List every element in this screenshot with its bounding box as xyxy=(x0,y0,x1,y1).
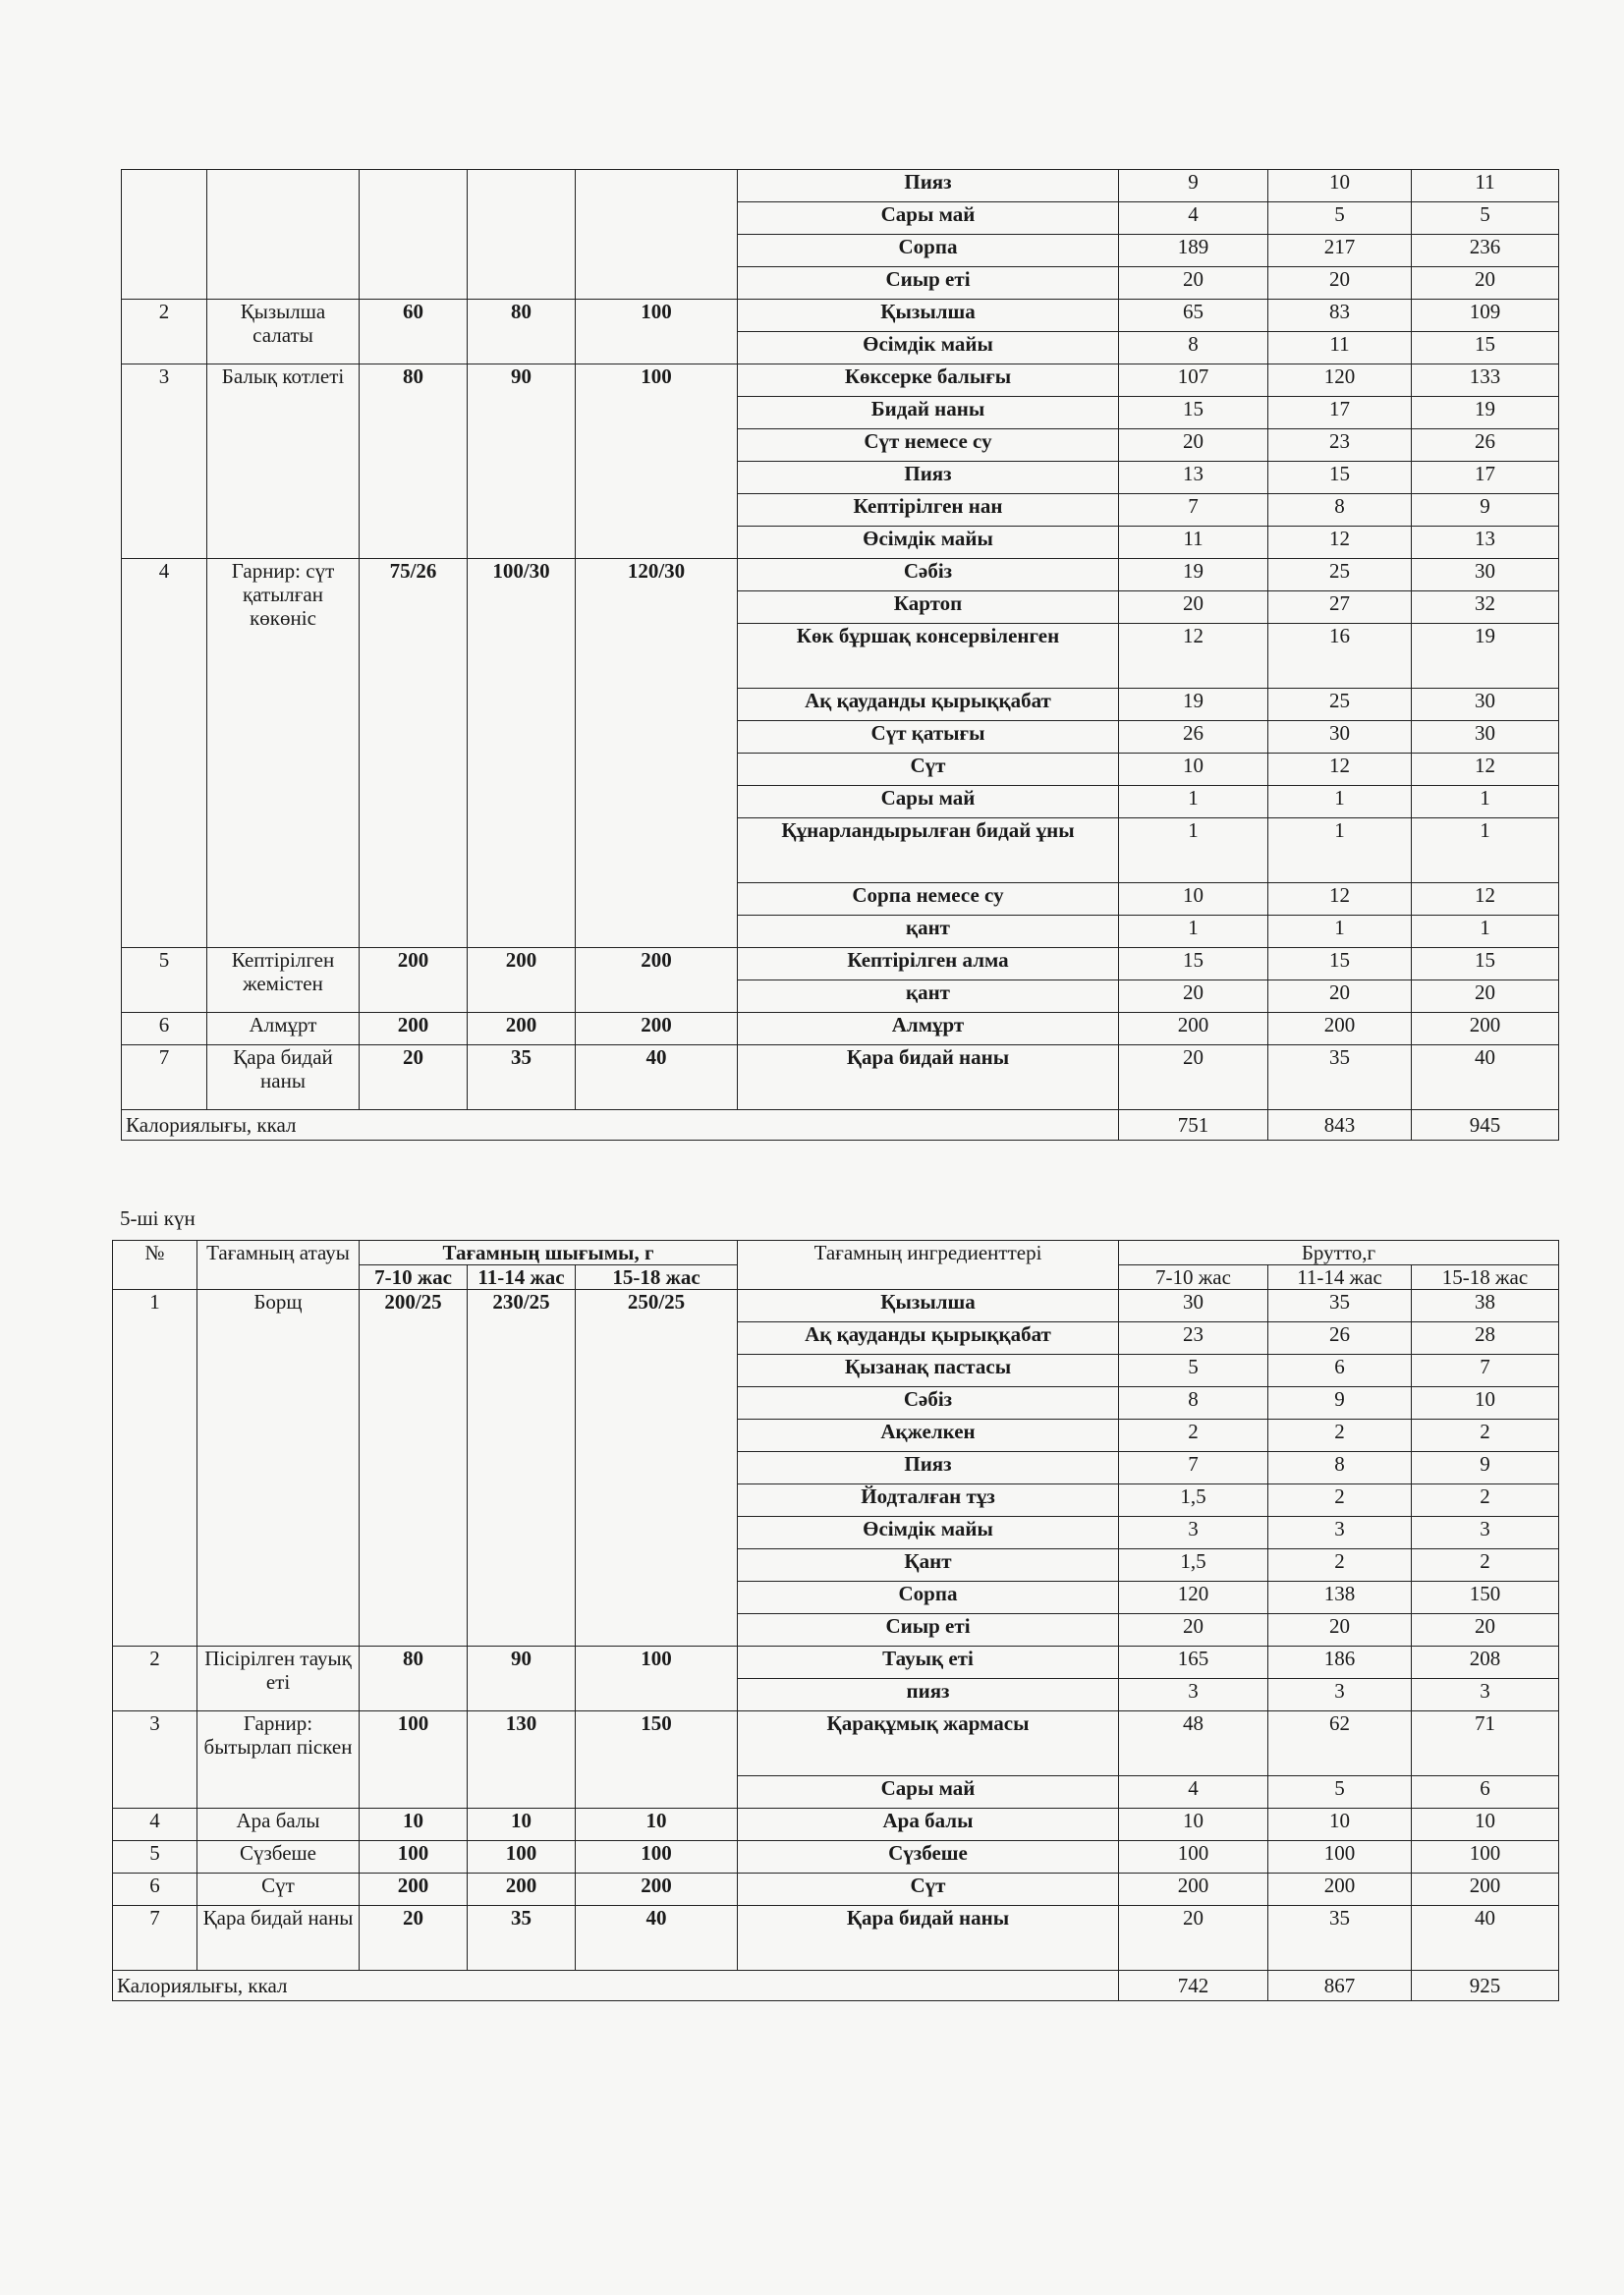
brutto-7-10: 4 xyxy=(1119,202,1268,235)
brutto-7-10: 1 xyxy=(1119,818,1268,883)
ingredient-name: пияз xyxy=(738,1679,1119,1711)
brutto-15-18: 11 xyxy=(1412,170,1559,202)
ingredient-name: Ақ қауданды қырыққабат xyxy=(738,689,1119,721)
brutto-11-14: 2 xyxy=(1268,1484,1412,1517)
brutto-15-18: 100 xyxy=(1412,1841,1559,1874)
ingredient-name: Сорпа xyxy=(738,1582,1119,1614)
brutto-15-18: 28 xyxy=(1412,1322,1559,1355)
brutto-15-18: 17 xyxy=(1412,462,1559,494)
brutto-7-10: 1,5 xyxy=(1119,1549,1268,1582)
ingredient-name: Сары май xyxy=(738,786,1119,818)
brutto-15-18: 150 xyxy=(1412,1582,1559,1614)
table-row xyxy=(122,1045,1559,1110)
brutto-7-10: 165 xyxy=(1119,1647,1268,1679)
header-brutto-15-18: 15-18 жас xyxy=(1412,1265,1559,1290)
brutto-11-14: 8 xyxy=(1268,494,1412,527)
dish-name: Ара балы xyxy=(197,1809,360,1841)
brutto-11-14: 12 xyxy=(1268,883,1412,916)
yield-15-18: 250/25 xyxy=(576,1290,738,1647)
ingredient-name: Қара бидай наны xyxy=(738,1045,1119,1110)
yield-7-10: 100 xyxy=(360,1841,468,1874)
ingredient-name: Сүт xyxy=(738,1874,1119,1906)
brutto-7-10: 3 xyxy=(1119,1517,1268,1549)
brutto-7-10: 12 xyxy=(1119,624,1268,689)
yield-11-14: 130 xyxy=(468,1711,576,1809)
brutto-7-10: 15 xyxy=(1119,397,1268,429)
brutto-11-14: 217 xyxy=(1268,235,1412,267)
brutto-15-18: 10 xyxy=(1412,1809,1559,1841)
brutto-15-18: 2 xyxy=(1412,1484,1559,1517)
ingredient-name: Қарақұмық жармасы xyxy=(738,1711,1119,1776)
brutto-7-10: 13 xyxy=(1119,462,1268,494)
brutto-7-10: 200 xyxy=(1119,1013,1268,1045)
yield-7-10: 20 xyxy=(360,1045,468,1110)
brutto-11-14: 20 xyxy=(1268,267,1412,300)
brutto-11-14: 200 xyxy=(1268,1013,1412,1045)
dish-name: Балық котлеті xyxy=(207,364,360,559)
yield-11-14 xyxy=(468,170,576,300)
brutto-11-14: 3 xyxy=(1268,1517,1412,1549)
yield-7-10: 200 xyxy=(360,948,468,1013)
ingredient-name: Сиыр еті xyxy=(738,1614,1119,1647)
ingredient-name: Ақ қауданды қырыққабат xyxy=(738,1322,1119,1355)
ingredient-name: Өсімдік майы xyxy=(738,332,1119,364)
brutto-11-14: 10 xyxy=(1268,170,1412,202)
brutto-7-10: 8 xyxy=(1119,1387,1268,1420)
ingredient-name: Өсімдік майы xyxy=(738,527,1119,559)
yield-11-14: 35 xyxy=(468,1045,576,1110)
ingredient-name: Пияз xyxy=(738,462,1119,494)
ingredient-name: Картоп xyxy=(738,591,1119,624)
brutto-15-18: 15 xyxy=(1412,948,1559,980)
brutto-7-10: 100 xyxy=(1119,1841,1268,1874)
brutto-15-18: 2 xyxy=(1412,1549,1559,1582)
brutto-11-14: 100 xyxy=(1268,1841,1412,1874)
brutto-15-18: 9 xyxy=(1412,494,1559,527)
yield-15-18 xyxy=(576,170,738,300)
brutto-7-10: 107 xyxy=(1119,364,1268,397)
brutto-15-18: 10 xyxy=(1412,1387,1559,1420)
brutto-15-18: 20 xyxy=(1412,1614,1559,1647)
brutto-11-14: 35 xyxy=(1268,1290,1412,1322)
calories-11-14: 867 xyxy=(1268,1971,1412,2001)
ingredient-name: Сүт немесе су xyxy=(738,429,1119,462)
yield-7-10: 75/26 xyxy=(360,559,468,948)
calorie-label: Калориялығы, ккал xyxy=(113,1971,1119,2001)
brutto-7-10: 19 xyxy=(1119,689,1268,721)
yield-11-14: 90 xyxy=(468,364,576,559)
calorie-row xyxy=(122,1110,1559,1141)
menu-table-day4 xyxy=(121,169,1559,1141)
table-row xyxy=(122,948,1559,980)
calorie-label: Калориялығы, ккал xyxy=(122,1110,1119,1141)
brutto-15-18: 38 xyxy=(1412,1290,1559,1322)
table-row xyxy=(113,1906,1559,1971)
brutto-15-18: 7 xyxy=(1412,1355,1559,1387)
brutto-11-14: 3 xyxy=(1268,1679,1412,1711)
header-brutto-7-10: 7-10 жас xyxy=(1119,1265,1268,1290)
brutto-7-10: 8 xyxy=(1119,332,1268,364)
brutto-7-10: 20 xyxy=(1119,1614,1268,1647)
yield-7-10: 10 xyxy=(360,1809,468,1841)
ingredient-name: Ақжелкен xyxy=(738,1420,1119,1452)
brutto-7-10: 200 xyxy=(1119,1874,1268,1906)
ingredient-name: Тауық еті xyxy=(738,1647,1119,1679)
yield-15-18: 150 xyxy=(576,1711,738,1809)
brutto-15-18: 6 xyxy=(1412,1776,1559,1809)
brutto-15-18: 1 xyxy=(1412,786,1559,818)
table-row xyxy=(113,1711,1559,1776)
brutto-15-18: 3 xyxy=(1412,1517,1559,1549)
brutto-15-18: 208 xyxy=(1412,1647,1559,1679)
ingredient-name: Сәбіз xyxy=(738,1387,1119,1420)
brutto-7-10: 20 xyxy=(1119,1045,1268,1110)
brutto-15-18: 20 xyxy=(1412,267,1559,300)
dish-number: 6 xyxy=(113,1874,197,1906)
brutto-7-10: 7 xyxy=(1119,1452,1268,1484)
table-row xyxy=(122,364,1559,397)
table-row xyxy=(122,1013,1559,1045)
ingredient-name: Қант xyxy=(738,1549,1119,1582)
brutto-11-14: 5 xyxy=(1268,1776,1412,1809)
brutto-7-10: 20 xyxy=(1119,1906,1268,1971)
ingredient-name: Сорпа немесе су xyxy=(738,883,1119,916)
table-row xyxy=(113,1841,1559,1874)
dish-number xyxy=(122,170,207,300)
brutto-15-18: 1 xyxy=(1412,916,1559,948)
brutto-7-10: 10 xyxy=(1119,1809,1268,1841)
brutto-7-10: 1 xyxy=(1119,916,1268,948)
brutto-11-14: 1 xyxy=(1268,916,1412,948)
brutto-11-14: 10 xyxy=(1268,1809,1412,1841)
yield-11-14: 90 xyxy=(468,1647,576,1711)
brutto-15-18: 30 xyxy=(1412,559,1559,591)
dish-name: Қызылша салаты xyxy=(207,300,360,364)
header-age-15-18: 15-18 жас xyxy=(576,1265,738,1290)
ingredient-name: Бидай наны xyxy=(738,397,1119,429)
brutto-11-14: 27 xyxy=(1268,591,1412,624)
brutto-11-14: 20 xyxy=(1268,980,1412,1013)
brutto-7-10: 2 xyxy=(1119,1420,1268,1452)
yield-7-10 xyxy=(360,170,468,300)
table-row xyxy=(113,1874,1559,1906)
ingredient-name: Алмұрт xyxy=(738,1013,1119,1045)
ingredient-name: Қызылша xyxy=(738,300,1119,332)
header-age-7-10: 7-10 жас xyxy=(360,1265,468,1290)
header-row xyxy=(113,1241,1559,1265)
ingredient-name: Йодталған тұз xyxy=(738,1484,1119,1517)
calories-15-18: 945 xyxy=(1412,1110,1559,1141)
brutto-7-10: 4 xyxy=(1119,1776,1268,1809)
ingredient-name: Өсімдік майы xyxy=(738,1517,1119,1549)
dish-number: 1 xyxy=(113,1290,197,1647)
brutto-7-10: 20 xyxy=(1119,591,1268,624)
brutto-11-14: 62 xyxy=(1268,1711,1412,1776)
header-no: № xyxy=(113,1241,197,1290)
table-row xyxy=(122,300,1559,332)
yield-15-18: 100 xyxy=(576,1841,738,1874)
dish-name: Қара бидай наны xyxy=(207,1045,360,1110)
header-brutto-11-14: 11-14 жас xyxy=(1268,1265,1412,1290)
dish-name: Гарнир: сүт қатылған көкөніс xyxy=(207,559,360,948)
ingredient-name: Сүт xyxy=(738,754,1119,786)
brutto-7-10: 26 xyxy=(1119,721,1268,754)
dish-number: 4 xyxy=(122,559,207,948)
yield-15-18: 200 xyxy=(576,1013,738,1045)
dish-name: Гарнир: бытырлап піскен xyxy=(197,1711,360,1809)
calorie-row xyxy=(113,1971,1559,2001)
table-row xyxy=(113,1290,1559,1322)
ingredient-name: Құнарландырылған бидай ұны xyxy=(738,818,1119,883)
yield-11-14: 35 xyxy=(468,1906,576,1971)
brutto-7-10: 120 xyxy=(1119,1582,1268,1614)
yield-7-10: 200 xyxy=(360,1874,468,1906)
dish-name: Алмұрт xyxy=(207,1013,360,1045)
brutto-15-18: 40 xyxy=(1412,1045,1559,1110)
ingredient-name: Сорпа xyxy=(738,235,1119,267)
ingredient-name: Сүт қатығы xyxy=(738,721,1119,754)
brutto-7-10: 20 xyxy=(1119,980,1268,1013)
yield-11-14: 100 xyxy=(468,1841,576,1874)
yield-15-18: 200 xyxy=(576,948,738,1013)
brutto-11-14: 17 xyxy=(1268,397,1412,429)
yield-15-18: 40 xyxy=(576,1045,738,1110)
calories-7-10: 751 xyxy=(1119,1110,1268,1141)
brutto-11-14: 120 xyxy=(1268,364,1412,397)
brutto-11-14: 25 xyxy=(1268,689,1412,721)
brutto-15-18: 20 xyxy=(1412,980,1559,1013)
dish-number: 6 xyxy=(122,1013,207,1045)
brutto-11-14: 6 xyxy=(1268,1355,1412,1387)
brutto-15-18: 12 xyxy=(1412,754,1559,786)
dish-number: 3 xyxy=(113,1711,197,1809)
dish-number: 2 xyxy=(113,1647,197,1711)
brutto-15-18: 15 xyxy=(1412,332,1559,364)
brutto-15-18: 2 xyxy=(1412,1420,1559,1452)
ingredient-name: Кептірілген нан xyxy=(738,494,1119,527)
brutto-15-18: 40 xyxy=(1412,1906,1559,1971)
ingredient-name: Көксерке балығы xyxy=(738,364,1119,397)
brutto-7-10: 15 xyxy=(1119,948,1268,980)
ingredient-name: Қара бидай наны xyxy=(738,1906,1119,1971)
header-brutto: Брутто,г xyxy=(1119,1241,1559,1265)
yield-7-10: 200/25 xyxy=(360,1290,468,1647)
day-label: 5-ші күн xyxy=(120,1206,196,1230)
brutto-11-14: 2 xyxy=(1268,1420,1412,1452)
yield-11-14: 100/30 xyxy=(468,559,576,948)
dish-number: 4 xyxy=(113,1809,197,1841)
ingredient-name: Сиыр еті xyxy=(738,267,1119,300)
brutto-7-10: 10 xyxy=(1119,883,1268,916)
brutto-11-14: 12 xyxy=(1268,527,1412,559)
brutto-7-10: 3 xyxy=(1119,1679,1268,1711)
yield-7-10: 200 xyxy=(360,1013,468,1045)
brutto-11-14: 15 xyxy=(1268,462,1412,494)
brutto-15-18: 12 xyxy=(1412,883,1559,916)
brutto-11-14: 20 xyxy=(1268,1614,1412,1647)
brutto-7-10: 20 xyxy=(1119,429,1268,462)
brutto-7-10: 19 xyxy=(1119,559,1268,591)
brutto-7-10: 1 xyxy=(1119,786,1268,818)
dish-name: Борщ xyxy=(197,1290,360,1647)
yield-7-10: 20 xyxy=(360,1906,468,1971)
yield-11-14: 200 xyxy=(468,1013,576,1045)
brutto-15-18: 26 xyxy=(1412,429,1559,462)
dish-name xyxy=(207,170,360,300)
brutto-11-14: 23 xyxy=(1268,429,1412,462)
ingredient-name: Сәбіз xyxy=(738,559,1119,591)
ingredient-name: қант xyxy=(738,980,1119,1013)
brutto-7-10: 30 xyxy=(1119,1290,1268,1322)
header-ingredients: Тағамның ингредиенттері xyxy=(738,1241,1119,1290)
yield-11-14: 80 xyxy=(468,300,576,364)
menu-table-day5 xyxy=(112,1240,1559,2001)
brutto-7-10: 189 xyxy=(1119,235,1268,267)
ingredient-name: қант xyxy=(738,916,1119,948)
brutto-11-14: 83 xyxy=(1268,300,1412,332)
yield-11-14: 230/25 xyxy=(468,1290,576,1647)
brutto-15-18: 32 xyxy=(1412,591,1559,624)
brutto-11-14: 1 xyxy=(1268,786,1412,818)
calories-11-14: 843 xyxy=(1268,1110,1412,1141)
brutto-15-18: 19 xyxy=(1412,624,1559,689)
dish-number: 7 xyxy=(122,1045,207,1110)
ingredient-name: Сары май xyxy=(738,202,1119,235)
brutto-15-18: 19 xyxy=(1412,397,1559,429)
ingredient-name: Қызылша xyxy=(738,1290,1119,1322)
brutto-7-10: 65 xyxy=(1119,300,1268,332)
brutto-7-10: 1,5 xyxy=(1119,1484,1268,1517)
brutto-15-18: 3 xyxy=(1412,1679,1559,1711)
dish-number: 7 xyxy=(113,1906,197,1971)
brutto-15-18: 236 xyxy=(1412,235,1559,267)
yield-15-18: 120/30 xyxy=(576,559,738,948)
table-row xyxy=(113,1809,1559,1841)
ingredient-name: Пияз xyxy=(738,1452,1119,1484)
header-yield: Тағамның шығымы, г xyxy=(360,1241,738,1265)
yield-7-10: 60 xyxy=(360,300,468,364)
brutto-11-14: 186 xyxy=(1268,1647,1412,1679)
yield-11-14: 10 xyxy=(468,1809,576,1841)
calories-15-18: 925 xyxy=(1412,1971,1559,2001)
brutto-7-10: 20 xyxy=(1119,267,1268,300)
brutto-11-14: 2 xyxy=(1268,1549,1412,1582)
brutto-11-14: 26 xyxy=(1268,1322,1412,1355)
brutto-11-14: 138 xyxy=(1268,1582,1412,1614)
brutto-15-18: 71 xyxy=(1412,1711,1559,1776)
dish-number: 5 xyxy=(122,948,207,1013)
calories-7-10: 742 xyxy=(1119,1971,1268,2001)
brutto-15-18: 133 xyxy=(1412,364,1559,397)
brutto-15-18: 200 xyxy=(1412,1874,1559,1906)
brutto-11-14: 30 xyxy=(1268,721,1412,754)
header-dish-name: Тағамның атауы xyxy=(197,1241,360,1290)
yield-11-14: 200 xyxy=(468,1874,576,1906)
table-row xyxy=(122,170,1559,202)
dish-number: 5 xyxy=(113,1841,197,1874)
yield-15-18: 100 xyxy=(576,1647,738,1711)
brutto-11-14: 9 xyxy=(1268,1387,1412,1420)
brutto-11-14: 200 xyxy=(1268,1874,1412,1906)
ingredient-name: Сары май xyxy=(738,1776,1119,1809)
dish-name: Сүзбеше xyxy=(197,1841,360,1874)
brutto-11-14: 35 xyxy=(1268,1906,1412,1971)
ingredient-name: Қызанақ пастасы xyxy=(738,1355,1119,1387)
yield-7-10: 100 xyxy=(360,1711,468,1809)
ingredient-name: Көк бұршақ консервіленген xyxy=(738,624,1119,689)
dish-name: Қара бидай наны xyxy=(197,1906,360,1971)
ingredient-name: Ара балы xyxy=(738,1809,1119,1841)
brutto-7-10: 5 xyxy=(1119,1355,1268,1387)
brutto-15-18: 13 xyxy=(1412,527,1559,559)
brutto-15-18: 9 xyxy=(1412,1452,1559,1484)
brutto-15-18: 30 xyxy=(1412,689,1559,721)
brutto-7-10: 23 xyxy=(1119,1322,1268,1355)
brutto-11-14: 1 xyxy=(1268,818,1412,883)
yield-15-18: 200 xyxy=(576,1874,738,1906)
brutto-7-10: 10 xyxy=(1119,754,1268,786)
brutto-11-14: 12 xyxy=(1268,754,1412,786)
brutto-11-14: 25 xyxy=(1268,559,1412,591)
dish-number: 3 xyxy=(122,364,207,559)
brutto-11-14: 35 xyxy=(1268,1045,1412,1110)
brutto-11-14: 11 xyxy=(1268,332,1412,364)
yield-15-18: 100 xyxy=(576,300,738,364)
brutto-11-14: 8 xyxy=(1268,1452,1412,1484)
yield-7-10: 80 xyxy=(360,1647,468,1711)
yield-7-10: 80 xyxy=(360,364,468,559)
brutto-15-18: 30 xyxy=(1412,721,1559,754)
dish-name: Кептірілген жемістен xyxy=(207,948,360,1013)
brutto-11-14: 5 xyxy=(1268,202,1412,235)
brutto-15-18: 5 xyxy=(1412,202,1559,235)
brutto-15-18: 200 xyxy=(1412,1013,1559,1045)
yield-15-18: 100 xyxy=(576,364,738,559)
brutto-15-18: 109 xyxy=(1412,300,1559,332)
dish-name: Сүт xyxy=(197,1874,360,1906)
header-age-11-14: 11-14 жас xyxy=(468,1265,576,1290)
brutto-7-10: 9 xyxy=(1119,170,1268,202)
ingredient-name: Сүзбеше xyxy=(738,1841,1119,1874)
yield-15-18: 40 xyxy=(576,1906,738,1971)
ingredient-name: Кептірілген алма xyxy=(738,948,1119,980)
table-row xyxy=(113,1647,1559,1679)
table-row xyxy=(122,559,1559,591)
dish-name: Пісірілген тауық еті xyxy=(197,1647,360,1711)
brutto-7-10: 7 xyxy=(1119,494,1268,527)
dish-number: 2 xyxy=(122,300,207,364)
brutto-15-18: 1 xyxy=(1412,818,1559,883)
ingredient-name: Пияз xyxy=(738,170,1119,202)
brutto-11-14: 15 xyxy=(1268,948,1412,980)
brutto-7-10: 48 xyxy=(1119,1711,1268,1776)
yield-15-18: 10 xyxy=(576,1809,738,1841)
brutto-7-10: 11 xyxy=(1119,527,1268,559)
yield-11-14: 200 xyxy=(468,948,576,1013)
brutto-11-14: 16 xyxy=(1268,624,1412,689)
